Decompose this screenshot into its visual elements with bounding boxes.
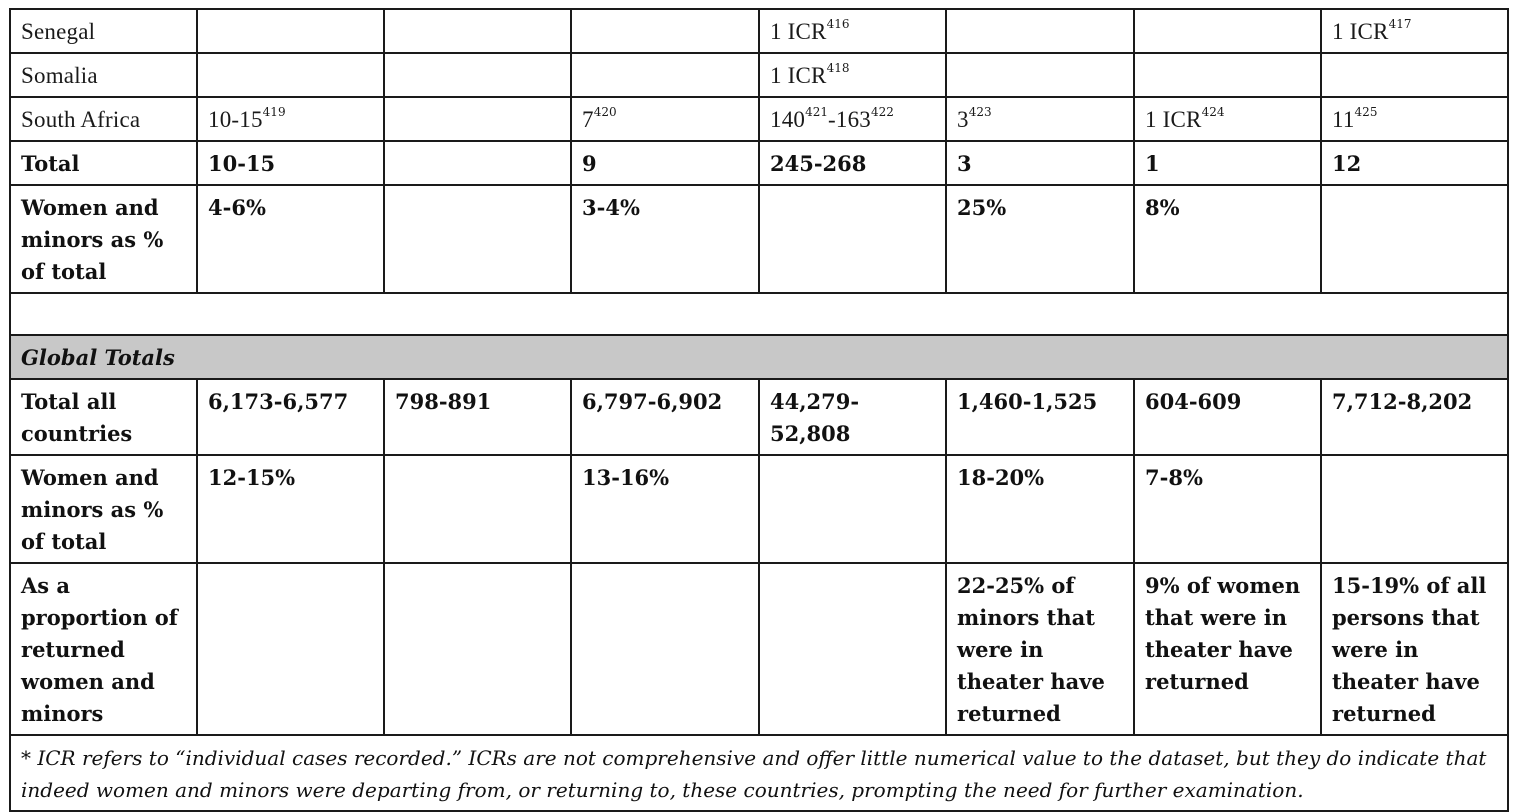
footnote: * ICR refers to “individual cases recorded.” ICRs are not comprehensive and offer little numerical value to the dataset, but they do indicate that indeed women and minors were departing from, or returning to, these countries, prompting the need for further examination. (10, 735, 1508, 811)
empty-cell (384, 141, 571, 185)
footnote-ref: 424 (1201, 105, 1225, 119)
value-cell: 12 (1321, 141, 1508, 185)
table-row-spacer (10, 293, 1508, 335)
table-row-south-africa (10, 97, 1508, 141)
country-cell: Senegal (10, 9, 197, 53)
empty-cell (384, 9, 571, 53)
value-cell: $7^{420}$ (571, 97, 759, 141)
row-label: Women and minors as % of total (10, 185, 197, 293)
empty-cell (1321, 455, 1508, 563)
value-cell: 10-15 (197, 141, 384, 185)
value-cell: 7-8% (1134, 455, 1321, 563)
value-cell: 1,460-1,525 (946, 379, 1134, 455)
value-cell: 9 (571, 141, 759, 185)
footnote-ref: 419 (262, 105, 286, 119)
value-cell: 15-19% of all persons that were in theater have returned (1321, 563, 1508, 735)
footnote-ref: 423 (968, 105, 992, 119)
row-label: Total (10, 141, 197, 185)
value-cell: $3^{423}$ (946, 97, 1134, 141)
empty-cell (1134, 9, 1321, 53)
empty-cell (384, 455, 571, 563)
table-row-total (10, 141, 1508, 185)
empty-cell (946, 53, 1134, 97)
empty-cell (946, 9, 1134, 53)
value-cell: 798-891 (384, 379, 571, 455)
empty-cell (759, 185, 946, 293)
value-cell: 1 (1134, 141, 1321, 185)
empty-cell (384, 185, 571, 293)
value-cell: $140^{421}-163^{422}$ (759, 97, 946, 141)
value-cell: 22-25% of minors that were in theater have returned (946, 563, 1134, 735)
data-table (9, 8, 1509, 812)
empty-cell (759, 563, 946, 735)
empty-cell (571, 9, 759, 53)
empty-cell (197, 563, 384, 735)
footnote-ref: 421 (805, 105, 829, 119)
footnote-ref: 422 (870, 105, 894, 119)
value-cell: 6,173-6,577 (197, 379, 384, 455)
value-cell: 6,797-6,902 (571, 379, 759, 455)
empty-cell (384, 563, 571, 735)
value-cell: 8% (1134, 185, 1321, 293)
footnote-ref: 420 (593, 105, 617, 119)
value-cell: 1 ICR$^{424}$ (1134, 97, 1321, 141)
empty-cell (384, 53, 571, 97)
table-row-global-header (10, 335, 1508, 379)
table-row-senegal (10, 9, 1508, 53)
row-label: Total all countries (10, 379, 197, 455)
value-cell: $10-15^{419}$ (197, 97, 384, 141)
row-label: Women and minors as % of total (10, 455, 197, 563)
value-cell: 7,712-8,202 (1321, 379, 1508, 455)
empty-cell (384, 97, 571, 141)
value-cell: 1 ICR$^{416}$ (759, 9, 946, 53)
table-row-women-minors (10, 185, 1508, 293)
value-cell: 4-6% (197, 185, 384, 293)
value-cell: 18-20% (946, 455, 1134, 563)
table-row-global-women-minors (10, 455, 1508, 563)
empty-cell (759, 455, 946, 563)
section-header: Global Totals (10, 335, 1508, 379)
value-cell: 13-16% (571, 455, 759, 563)
empty-cell (1321, 53, 1508, 97)
value-cell: 604-609 (1134, 379, 1321, 455)
empty-cell (197, 53, 384, 97)
empty-cell (197, 9, 384, 53)
empty-cell (1321, 185, 1508, 293)
value-cell: 44,279-52,808 (759, 379, 946, 455)
footnote-ref: 417 (1388, 17, 1412, 31)
table-row-returned (10, 563, 1508, 735)
table-row-footnote (10, 735, 1508, 811)
empty-cell (571, 53, 759, 97)
value-cell: 9% of women that were in theater have returned (1134, 563, 1321, 735)
country-cell: Somalia (10, 53, 197, 97)
row-label: As a proportion of returned women and minors (10, 563, 197, 735)
value-cell: 1 ICR$^{417}$ (1321, 9, 1508, 53)
spacer-cell (10, 293, 1508, 335)
value-cell: 12-15% (197, 455, 384, 563)
value-cell: 3-4% (571, 185, 759, 293)
footnote-ref: 416 (826, 17, 850, 31)
table-row-total-all (10, 379, 1508, 455)
value-cell: 1 ICR$^{418}$ (759, 53, 946, 97)
value-cell: 245-268 (759, 141, 946, 185)
footnote-ref: 425 (1354, 105, 1378, 119)
footnote-ref: 418 (826, 61, 850, 75)
value-cell: $11^{425}$ (1321, 97, 1508, 141)
value-cell: 3 (946, 141, 1134, 185)
table-row-somalia (10, 53, 1508, 97)
empty-cell (1134, 53, 1321, 97)
empty-cell (571, 563, 759, 735)
value-cell: 25% (946, 185, 1134, 293)
country-cell: South Africa (10, 97, 197, 141)
